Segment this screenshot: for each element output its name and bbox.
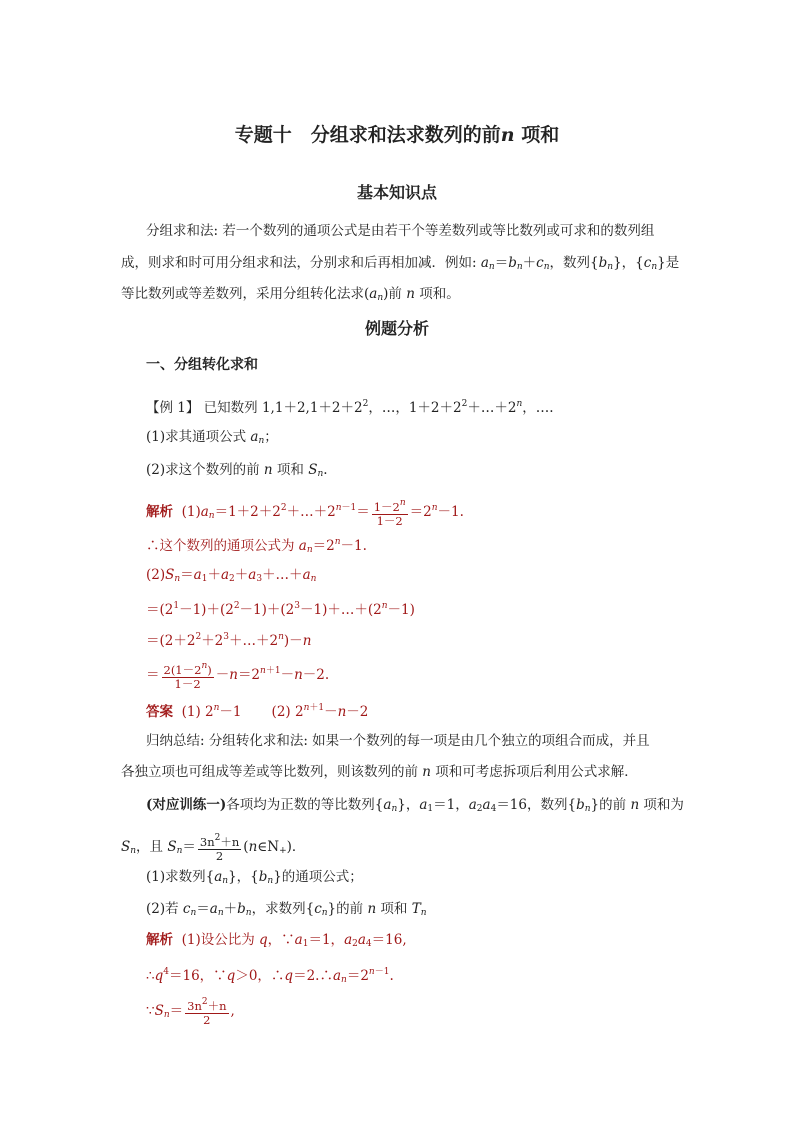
fraction: $\frac{3n^2+n}{2}$ [187, 997, 227, 1027]
subsection-heading: 一、分组转化求和 [146, 357, 258, 373]
section-heading-examples: 例题分析 [364, 319, 429, 338]
practice1-solution-line-2: $\therefore q^4=16$，∵q＞0，$\therefore q=2.\therefore a_n=2^{n-1}$. [146, 967, 394, 985]
example1-question-2: (2)求这个数列的前 n 项和 $S_n$. [146, 462, 328, 479]
example1-question-1: (1)求其通项公式 $a_n$； [146, 429, 278, 446]
example1-solution-line-6: ＝ $\frac{2(1-2^n)}{1-2}$ $-n=2^{n+1}-n-2$. [146, 661, 330, 691]
example1-solution-line-1: 解析 $(1)a_n=1+2+2^2+\dots+2^{n-1}=$ $\frac{1-2^n}{1-2}$ $=2^n-1$. [146, 498, 464, 528]
section-heading-knowledge: 基本知识点 [356, 183, 437, 202]
fraction: $\frac{1-2^n}{1-2}$ [373, 498, 406, 528]
intro-line-3: 等比数列或等差数列，采用分组转化法求$(a_n)$前 n 项和。 [121, 286, 460, 303]
summary-line-2: 各独立项也可组成等差或等比数列，则该数列的前 n 项和可考虑拆项后利用公式求解． [121, 764, 638, 780]
practice1-solution-line-1: 解析 (1)设公比为 q，$\because a_1=1$，$a_2a_4=16$, [146, 932, 407, 949]
example1-solution-line-2: ∴这个数列的通项公式为 $a_n=2^n-1$. [146, 537, 367, 555]
practice1-solution-line-3: $\because S_n=$ $\frac{3n^2+n}{2}$ , [146, 997, 235, 1027]
example1-solution-line-4: $=(2^1-1)+(2^2-1)+(2^3-1)+\dots+(2^n-1)$ [146, 601, 415, 618]
summary-line-1: 归纳总结: 分组转化求和法: 如果一个数列的每一项是由几个独立的项组合而成，并且 [146, 733, 650, 749]
practice1-stem: (对应训练一)各项均为正数的等比数列$\{a_n\}$，$a_1=1$，$a_2a_4=16$，数列$\{b_n\}$的前 n 项和为 [146, 797, 684, 814]
example1-solution-line-3: $(2)S_n=a_1+a_2+a_3+\dots+a_n$ [146, 567, 317, 584]
example1-stem: 【例 1】 已知数列 $1,1+2,1+2+2^2$，…，$1+2+2^2+\dots+2^n$，…. [146, 399, 554, 416]
intro-line-2: 成，则求和时可用分组求和法，分别求和后再相加减．例如: $a_n=b_n+c_n$，数列$\{b_n\}$，$\{c_n\}$是 [121, 255, 680, 272]
page-title: 专题十 分组求和法求数列的前n 项和 [234, 124, 560, 146]
fraction: $\frac{2(1-2^n)}{1-2}$ [163, 661, 212, 691]
intro-line-1: 分组求和法: 若一个数列的通项公式是由若干个等差数列或等比数列或可求和的数列组 [146, 223, 655, 239]
practice1-stem-line-2: $S_n$，且 $S_n=$ $\frac{3n^2+n}{2}$ $(n\in N_+)$． [121, 833, 306, 863]
example1-solution-line-5: $=(2+2^2+2^3+\dots+2^n)-n$ [146, 632, 312, 649]
practice1-question-1: (1)求数列$\{a_n\}$，$\{b_n\}$的通项公式； [146, 869, 363, 886]
fraction: $\frac{3n^2+n}{2}$ [199, 833, 240, 863]
practice1-question-2: (2)若 $c_n=a_n+b_n$，求数列$\{c_n\}$的前 n 项和 $T_n$ [146, 901, 427, 918]
example1-answer: 答案 (1) $2^n-1$ (2) $2^{n+1}-n-2$ [146, 703, 369, 720]
